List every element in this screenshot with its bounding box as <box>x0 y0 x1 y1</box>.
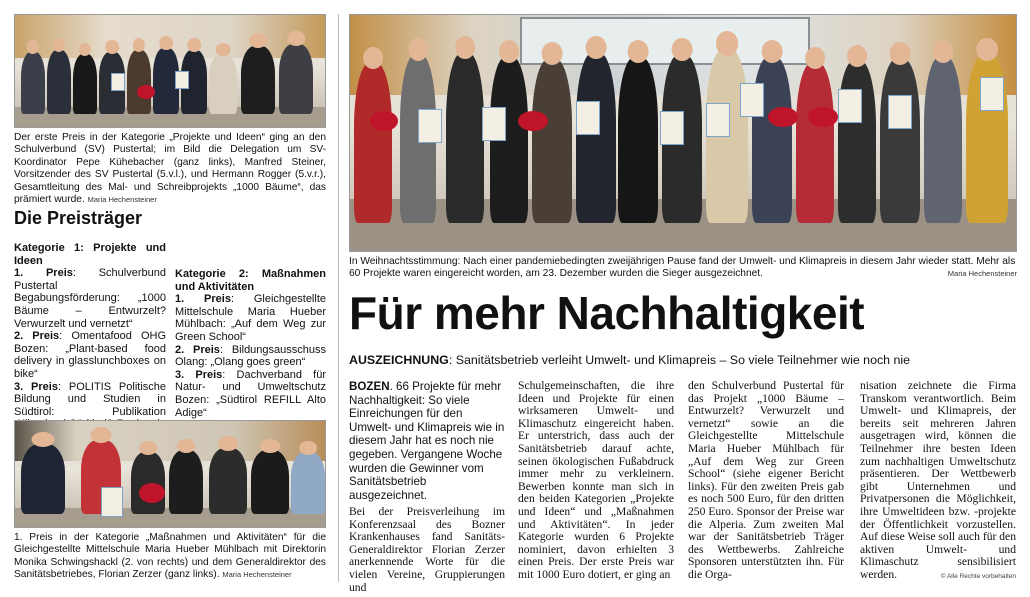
photo-credit: Maria Hechensteiner <box>947 269 1017 279</box>
caption-text: 1. Preis in der Kategorie „Maßnahmen und Aktivitäten“ für die Gleichgestellte Mittelschule Maria Hueber Mühlbach mit Direktorin Monika Schwingshackl (2. von rechts) und dem Generaldirektor des Sanitätsbetriebes, Florian Zerzer (ganz links). <box>14 532 326 581</box>
winners-column-category-2 <box>175 268 326 419</box>
article-lead <box>349 380 505 502</box>
article-body-column-2: Schulgemeinschaften, die ihre Ideen und Projekte für einen wirksameren Umwelt- und Klimaschutz eingereicht haben. Er unterstrich, dass auch der Sanitätsbetrieb darauf achte, seinen ökologischen Fußabdruck immer mehr zu verkleinern. Bewerben konnte man sich in den beiden Kategorien „Projekte und Ideen“ und „Maßnahmen und Aktivitäten“. In jeder Kategorie wurden 6 Projekte nominiert, davon erhielten 3 einen Preis. Der erste Preis war mit 1000 Euro dotiert, er ging an <box>518 379 674 581</box>
article-body-column-3: den Schulverbund Pustertal für das Projekt „1000 Bäume – Entwurzelt? Verwurzelt und vernetzt“ sowie an die Gleichgestellte Mittelschule Maria Hueber Mühlbach für „Auf dem Weg zur Green School“ (siehe eigener Bericht links). Für den zweiten Preis gab es noch 500 Euro, für den dritten 250 Euro. Sponsor der Preise war die Alperia. Zum zweiten Mal war der Sanitätsbetrieb Träger des Wettbewerbs. Zahlreiche Sponsoren unterstützten ihn. Für die Orga- <box>688 379 844 581</box>
caption-text: Der erste Preis in der Kategorie „Projekte und Ideen“ ging an den Schulverbund (SV) Pustertal; im Bild die Delegation um SV-Koordinator Pepe Kühebacher (ganz links), Manfred Steiner, Vorsitzender des SV Pustertal (5.v.l.), und Hermann Rogger (5.v.r.), Gesamtleitung des Mal- und Schreibprojekts „1000 Bäume“, das prämiert wurde. <box>14 132 326 206</box>
subhead-text: : Sanitätsbetrieb verleiht Umwelt- und Klimapreis – So viele Teilnehmer wie noch nie <box>448 353 911 367</box>
winner-entry: 3. Preis: POLITIS Politische Bildung und Studien in Südtirol: Publikation <box>14 380 166 418</box>
lead-text: . 66 Projekte für mehr Nachhaltigkeit: So viele Einreichungen für den Umwelt- und Klimapreis wie in diesem Jahr hat es noch nie gegeben. Vergangene Woche wurden die Gewinner vom Sanitätsbetrieb ausgezeichnet. <box>349 380 505 502</box>
column-divider <box>338 14 339 582</box>
photo-credit: Maria Hechensteiner <box>87 195 157 205</box>
article-headline: Für mehr Nachhaltigkeit <box>349 287 865 339</box>
winner-entry: 3. Preis: Dachverband für Natur- und Umweltschutz Bozen: „Südtirol REFILL Alto Adige“ <box>175 368 326 419</box>
article-subheadline <box>349 353 1017 367</box>
winner-entry: 2. Preis: Bildungsausschuss Olang: „Olang goes green“ <box>175 343 327 369</box>
winner-entry: Kategorie 2: Maßnahmen und Aktivitäten <box>175 268 326 293</box>
winner-entry: 2. Preis: Omentafood OHG Bozen: „Plant-based food delivery in glasslunchboxes on bike“ <box>14 330 166 380</box>
kicker: AUSZEICHNUNG <box>349 353 449 367</box>
dateline: BOZEN <box>349 380 390 393</box>
caption-text: In Weihnachtsstimmung: Nach einer pandemiebedingten zweijährigen Pause fand der Umwelt- und Klimapreis in diesem Jahr wieder statt. Mehr als 60 Projekte waren eingereicht worden, am 23. Dezember wurden die Sieger ausgezeichnet. <box>349 256 1016 280</box>
winner-entry: Kategorie 1: Projekte und Ideen <box>14 242 166 267</box>
photo-credit: Maria Hechensteiner <box>222 570 292 580</box>
copyright-notice: © Alle Rechte vorbehalten <box>940 573 1016 580</box>
photo-award-group-sv-pustertal <box>14 14 326 128</box>
photo-all-winners <box>349 14 1017 252</box>
article-body-column-1: Bei der Preisverleihung im Konferenzsaal des Bozner Krankenhauses fand Sanitäts-Generaldirektor Florian Zerzer anerkennende Worte für die vielen Vereine, Gruppierungen und <box>349 505 505 594</box>
photo-caption-main <box>349 256 1017 281</box>
article-body-column-4: nisation zeichnete die Firma Transkom verantwortlich. Beim Umwelt- und Klimapreis, der bereits seit mehreren Jahren ausgetragen wird, können die Teilnehmer ihre besten Ideen zum nachhaltigen Umweltschutz präsentieren. Der Wettbewerb gibt Unternehmen und Privatpersonen die Möglichkeit, ihre Umweltideen bzw. -projekte der Öffentlichkeit vorzustellen. Auf diese Weise soll auch für den aktiven Umwelt- und Klimaschutz sensibilisiert werden. <box>860 379 1016 581</box>
winner-entry: 1. Preis: Schulverbund Pustertal Begabungsförderung: „1000 Bäume – Entwurzelt? Verwurzelt und vernetzt“ <box>14 267 166 330</box>
winner-entry: 1. Preis: Gleichgestellte Mittelschule Maria Hueber Mühlbach: „Auf dem Weg zur Green School“ <box>175 293 326 343</box>
photo-caption-bottom-left <box>14 532 326 582</box>
photo-caption-top-left <box>14 132 326 206</box>
section-heading-preistraeger: Die Preisträger <box>14 208 143 228</box>
photo-award-mittelschule-muehlbach <box>14 420 326 528</box>
